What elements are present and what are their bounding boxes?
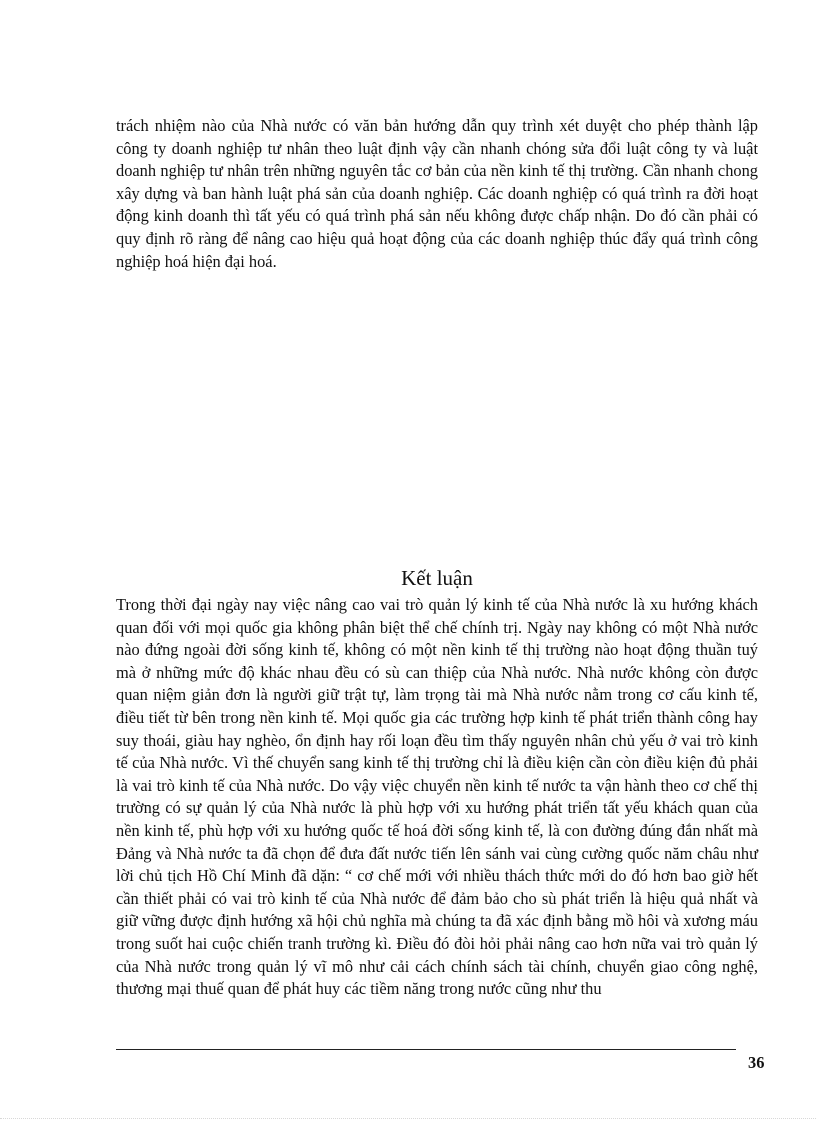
conclusion-paragraph: Trong thời đại ngày nay việc nâng cao vai trò quản lý kinh tế của Nhà nước là xu hướng khách quan đối với mọi quốc gia không phân biệt thể chế chính trị. Ngày nay không có một Nhà nước nào đứng ngoài đời sống kinh tế, không có một nền kinh tế thị trường nào hoạt động thuần tuý mà ở những mức độ khác nhau đều có sù can thiệp của Nhà nước. Nhà nước không còn được quan niệm giản đơn là người giữ trật tự, làm trọng tài mà Nhà nước nằm trong cơ cấu kinh tế, điều tiết từ bên trong nền kinh tế. Mọi quốc gia các trường hợp kinh tế phát triển thành công hay suy thoái, giàu hay nghèo, ổn định hay rối loạn đều tìm thấy nguyên nhân chủ yếu ở vai trò kinh tế của Nhà nước. Vì thế chuyển sang kinh tế thị trường chỉ là điều kiện cần còn điều kiện đủ phải là vai trò kinh tế của Nhà nước. Do vậy việc chuyển nền kinh tế nước ta vận hành theo cơ chế thị trường có sự quản lý của Nhà nước là phù hợp với xu hướng phát triển tất yếu khách quan của nền kinh tế, phù hợp với xu hướng quốc tế hoá đời sống kinh tế, là con đường đúng đắn nhất mà Đảng và Nhà nước ta đã chọn để đưa đất nước tiến lên sánh vai cùng cường quốc năm châu như lời chủ tịch Hồ Chí Minh đã dặn: “ cơ chế mới với nhiều thách thức mới do đó hơn bao giờ hết cần thiết phải có vai trò kinh tế của Nhà nước để đảm bảo cho sù phát triển là hiệu quả nhất và giữ vững được định hướng xã hội chủ nghĩa mà chúng ta đã xác định bằng mồ hôi và xương máu trong suốt hai cuộc chiến tranh trường kì. Điều đó đòi hỏi phải nâng cao hơn nữa vai trò quản lý của Nhà nước trong quản lý vĩ mô như cải cách chính sách tài chính, chuyển giao công nghệ, thương mại thuế quan để phát huy các tiềm năng trong nước cũng như thu: [116, 595, 758, 999]
conclusion-heading: Kết luận: [401, 566, 473, 590]
footer-divider: [116, 1049, 736, 1050]
page-edge-dotted-line: [0, 1118, 816, 1119]
top-paragraph: trách nhiệm nào của Nhà nước có văn bản hướng dẫn quy trình xét duyệt cho phép thành lập công ty doanh nghiệp tư nhân theo luật định vậy cần nhanh chóng sửa đổi luật công ty và luật doanh nghiệp tư nhân trên những nguyên tắc cơ bản của nền kinh tế thị trường. Cần nhanh chong xây dựng và ban hành luật phá sản của doanh nghiệp. Các doanh nghiệp có quá trình ra đời hoạt động kinh doanh thì tất yếu có quá trình phá sản nếu không được chấp nhận. Do đó cần phải có quy định rõ ràng để nâng cao hiệu quả hoạt động của các doanh nghiệp thúc đẩy quá trình công nghiệp hoá hiện đại hoá.: [116, 116, 758, 271]
page-number: 36: [748, 1053, 765, 1072]
